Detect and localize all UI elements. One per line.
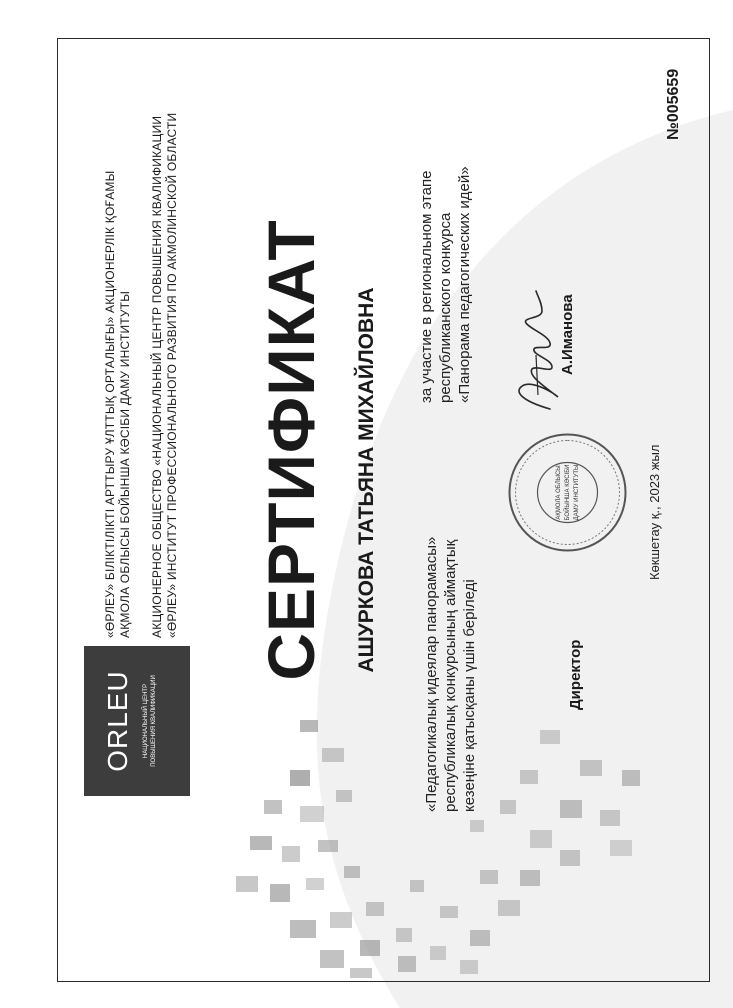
organization-ru-line: «ӨРЛЕУ» ИНСТИТУТ ПРОФЕССИОНАЛЬНОГО РАЗВИТИЯ ПО АКМОЛИНСКОЙ ОБЛАСТИ xyxy=(165,112,179,638)
director-label: Директор xyxy=(567,639,584,710)
description-kz-line: кезеңіне қатысқаны үшін беріледі xyxy=(461,579,478,812)
city-date: Көкшетау қ., 2023 жыл xyxy=(647,444,662,580)
certificate-number: №005659 xyxy=(665,68,682,140)
seal-center-text: БОЙЫНША КӘСІБИ xyxy=(565,464,571,521)
logo-subtitle xyxy=(142,654,158,788)
logo-subtitle-line: ПОВЫШЕНИЯ КВАЛИФИКАЦИИ xyxy=(151,675,157,767)
seal-center-text: ДАМУ ИНСТИТУТЫ xyxy=(574,464,580,521)
description-ru-line: республиканского конкурса xyxy=(437,212,454,403)
organization-kz xyxy=(103,78,133,638)
recipient-name: АШУРКОВА ТАТЬЯНА МИХАЙЛОВНА xyxy=(355,287,378,673)
logo-wordmark: ORLEU xyxy=(102,670,133,772)
logo-subtitle-line: НАЦИОНАЛЬНЫЙ ЦЕНТР xyxy=(143,683,149,759)
organization-ru-line: АКЦИОНЕРНОЕ ОБЩЕСТВО «НАЦИОНАЛЬНЫЙ ЦЕНТР ПОВЫШЕНИЯ КВАЛИФИКАЦИИ xyxy=(150,115,164,638)
description-kz-line: республикалық конкурсының аймақтық xyxy=(442,539,459,812)
description-ru-line: «Панорама педагогических идей» xyxy=(456,166,473,403)
orleu-logo xyxy=(84,646,190,796)
description-ru-line: за участие в региональном этапе xyxy=(418,170,435,403)
director-name: А.Иманова xyxy=(559,294,576,375)
seal-center-text: АҚМОЛА ОБЛЫСЫ xyxy=(556,465,562,520)
description-ru xyxy=(417,103,474,403)
organization-kz-line: АҚМОЛА ОБЛЫСЫ БОЙЫНША КӘСІБИ ДАМУ ИНСТИТУТЫ xyxy=(118,290,132,638)
description-kz-line: «Педагогикалық идеялар панорамасы» xyxy=(423,536,440,812)
certificate-title: СЕРТИФИКАТ xyxy=(254,219,328,681)
official-seal xyxy=(505,430,630,555)
description-kz xyxy=(422,512,479,812)
certificate-content xyxy=(57,38,708,980)
organization-ru xyxy=(150,78,180,638)
organization-kz-line: «ӨРЛЕУ» БІЛІКТІЛІКТІ АРТТЫРУ ҰЛТТЫҚ ОРТАЛЫҒЫ» АКЦИОНЕРЛІК ҚОҒАМЫ xyxy=(103,170,117,638)
